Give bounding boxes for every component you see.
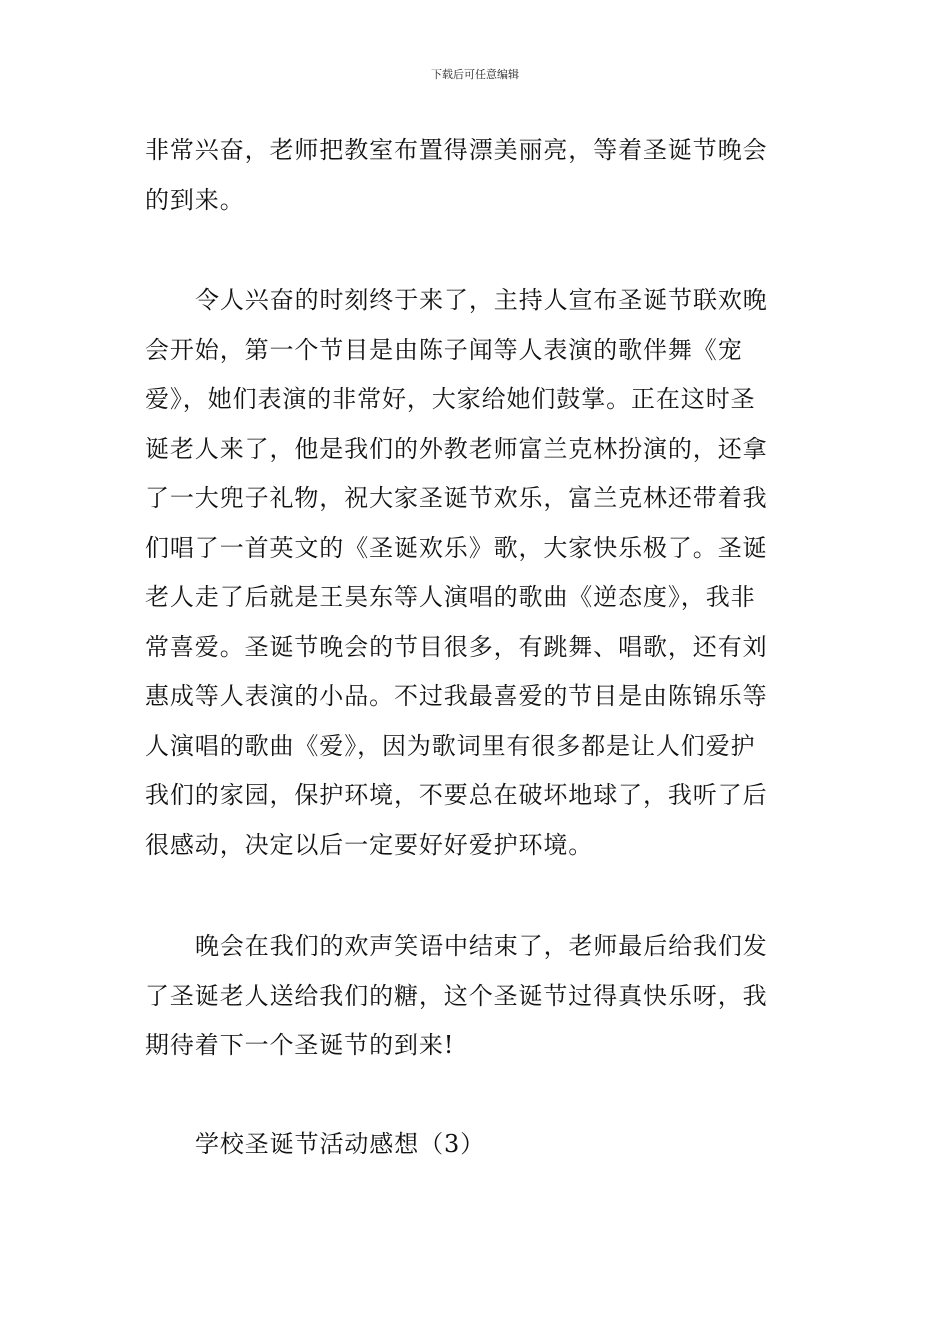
paragraph-3 — [145, 922, 810, 1071]
paragraph-2 — [145, 276, 810, 870]
paragraph-line: 了圣诞老人送给我们的糖，这个圣诞节过得真快乐呀，我 — [145, 981, 768, 1010]
paragraph-line: 惠成等人表演的小品。不过我最喜爱的节目是由陈锦乐等 — [145, 682, 768, 710]
paragraph-line: 我们的家园，保护环境，不要总在破坏地球了，我听了后 — [145, 781, 768, 809]
paragraph-line: 常喜爱。圣诞节晚会的节目很多，有跳舞、唱歌，还有刘 — [145, 632, 768, 661]
paragraph-line: 期待着下一个圣诞节的到来! — [145, 1031, 455, 1059]
paragraph-line: 令人兴奋的时刻终于来了，主持人宣布圣诞节联欢晚 — [195, 286, 768, 314]
paragraph-line: 爱》，她们表演的非常好，大家给她们鼓掌。正在这时圣 — [145, 385, 756, 413]
paragraph-line: 老人走了后就是王昊东等人演唱的歌曲《逆态度》，我非 — [145, 583, 756, 611]
section-heading-text: 学校圣诞节活动感想（3） — [195, 1130, 486, 1158]
paragraph-line: 的到来。 — [145, 185, 245, 214]
paragraph-line: 了一大兜子礼物，祝大家圣诞节欢乐，富兰克林还带着我 — [145, 484, 768, 512]
paragraph-1 — [145, 126, 810, 225]
section-heading — [145, 1120, 810, 1170]
paragraph-line: 很感动，决定以后一定要好好爱护环境。 — [145, 830, 594, 859]
page-header-note: 下载后可任意编辑 — [431, 68, 519, 81]
paragraph-line: 会开始，第一个节目是由陈子闻等人表演的歌伴舞《宠 — [145, 335, 743, 364]
paragraph-line: 诞老人来了，他是我们的外教老师富兰克林扮演的，还拿 — [145, 434, 768, 463]
paragraph-line: 们唱了一首英文的《圣诞欢乐》歌，大家快乐极了。圣诞 — [145, 533, 768, 562]
paragraph-line: 非常兴奋，老师把教室布置得漂美丽亮，等着圣诞节晚会 — [145, 136, 768, 164]
paragraph-line: 人演唱的歌曲《爱》，因为歌词里有很多都是让人们爱护 — [145, 731, 756, 760]
paragraph-line: 晚会在我们的欢声笑语中结束了，老师最后给我们发 — [195, 932, 768, 960]
